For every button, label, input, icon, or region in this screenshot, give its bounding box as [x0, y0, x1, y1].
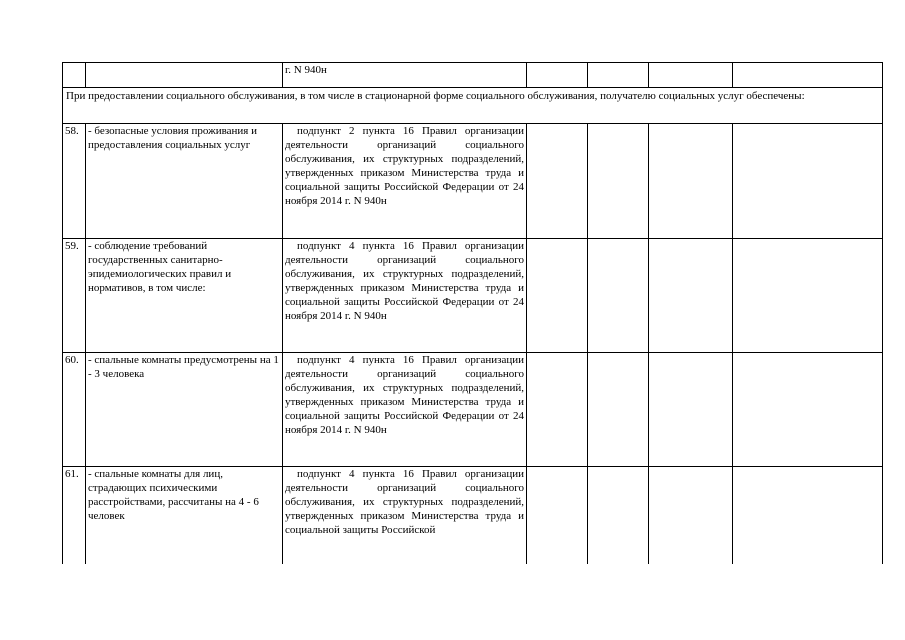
answer-na-cell [649, 63, 733, 88]
notes-cell [733, 124, 883, 239]
answer-no-cell [588, 467, 649, 565]
answer-yes-cell [527, 467, 588, 565]
section-header-text: При предоставлении социального обслуживания, в том числе в стационарной форме социального обслуживания, получателю социальных услуг обеспечены: [66, 90, 805, 102]
answer-na-cell [649, 467, 733, 565]
requirement-cell [86, 239, 283, 353]
law-reference-cell [283, 63, 527, 88]
section-header-cell [63, 88, 883, 124]
law-reference-cell [283, 467, 527, 565]
row-number-cell [63, 467, 86, 565]
row-number-cell [63, 353, 86, 467]
requirement-text: - соблюдение требований государственных санитарно-эпидемиологических правил и нормативов, в том числе: [88, 240, 232, 294]
answer-yes-cell [527, 63, 588, 88]
answer-yes-cell [527, 124, 588, 239]
answer-yes-cell [527, 353, 588, 467]
law-reference-text: г. N 940н [285, 64, 327, 76]
table-row [63, 63, 883, 88]
law-reference-text: подпункт 4 пункта 16 Правил организации деятельности организаций социального обслуживания, их структурных подразделений, утвержденных приказом Министерства труда и социальной защиты Российской Федерации от 24 ноября 2014 г. N 940н [285, 354, 524, 436]
notes-cell [733, 467, 883, 565]
notes-cell [733, 239, 883, 353]
checklist-table [62, 62, 883, 564]
answer-no-cell [588, 124, 649, 239]
answer-no-cell [588, 239, 649, 353]
requirement-cell [86, 124, 283, 239]
law-reference-text: подпункт 4 пункта 16 Правил организации деятельности организаций социального обслуживания, их структурных подразделений, утвержденных приказом Министерства труда и социальной защиты Российской Федерации от 24 ноября 2014 г. N 940н [285, 240, 524, 322]
answer-na-cell [649, 239, 733, 353]
table-row [63, 239, 883, 353]
law-reference-cell [283, 353, 527, 467]
law-reference-text: подпункт 4 пункта 16 Правил организации деятельности организаций социального обслуживания, их структурных подразделений, утвержденных приказом Министерства труда и социальной защиты Российской [285, 468, 524, 536]
requirement-cell [86, 467, 283, 565]
law-reference-cell [283, 239, 527, 353]
section-header-row [63, 88, 883, 124]
table-row [63, 467, 883, 565]
answer-na-cell [649, 353, 733, 467]
requirement-cell [86, 63, 283, 88]
answer-yes-cell [527, 239, 588, 353]
answer-no-cell [588, 353, 649, 467]
row-number-cell [63, 63, 86, 88]
table-row [63, 353, 883, 467]
row-number: 58. [65, 125, 79, 137]
row-number-cell [63, 124, 86, 239]
law-reference-cell [283, 124, 527, 239]
table-row [63, 124, 883, 239]
row-number: 60. [65, 354, 79, 366]
requirement-text: - спальные комнаты для лиц, страдающих психическими расстройствами, рассчитаны на 4 - 6 человек [88, 468, 259, 522]
requirement-cell [86, 353, 283, 467]
row-number: 61. [65, 468, 79, 480]
answer-na-cell [649, 124, 733, 239]
law-reference-text: подпункт 2 пункта 16 Правил организации деятельности организаций социального обслуживания, их структурных подразделений, утвержденных приказом Министерства труда и социальной защиты Российской Федерации от 24 ноября 2014 г. N 940н [285, 125, 524, 207]
notes-cell [733, 353, 883, 467]
answer-no-cell [588, 63, 649, 88]
requirement-text: - спальные комнаты предусмотрены на 1 - 3 человека [88, 354, 279, 380]
row-number: 59. [65, 240, 79, 252]
row-number-cell [63, 239, 86, 353]
requirement-text: - безопасные условия проживания и предоставления социальных услуг [88, 125, 257, 151]
notes-cell [733, 63, 883, 88]
